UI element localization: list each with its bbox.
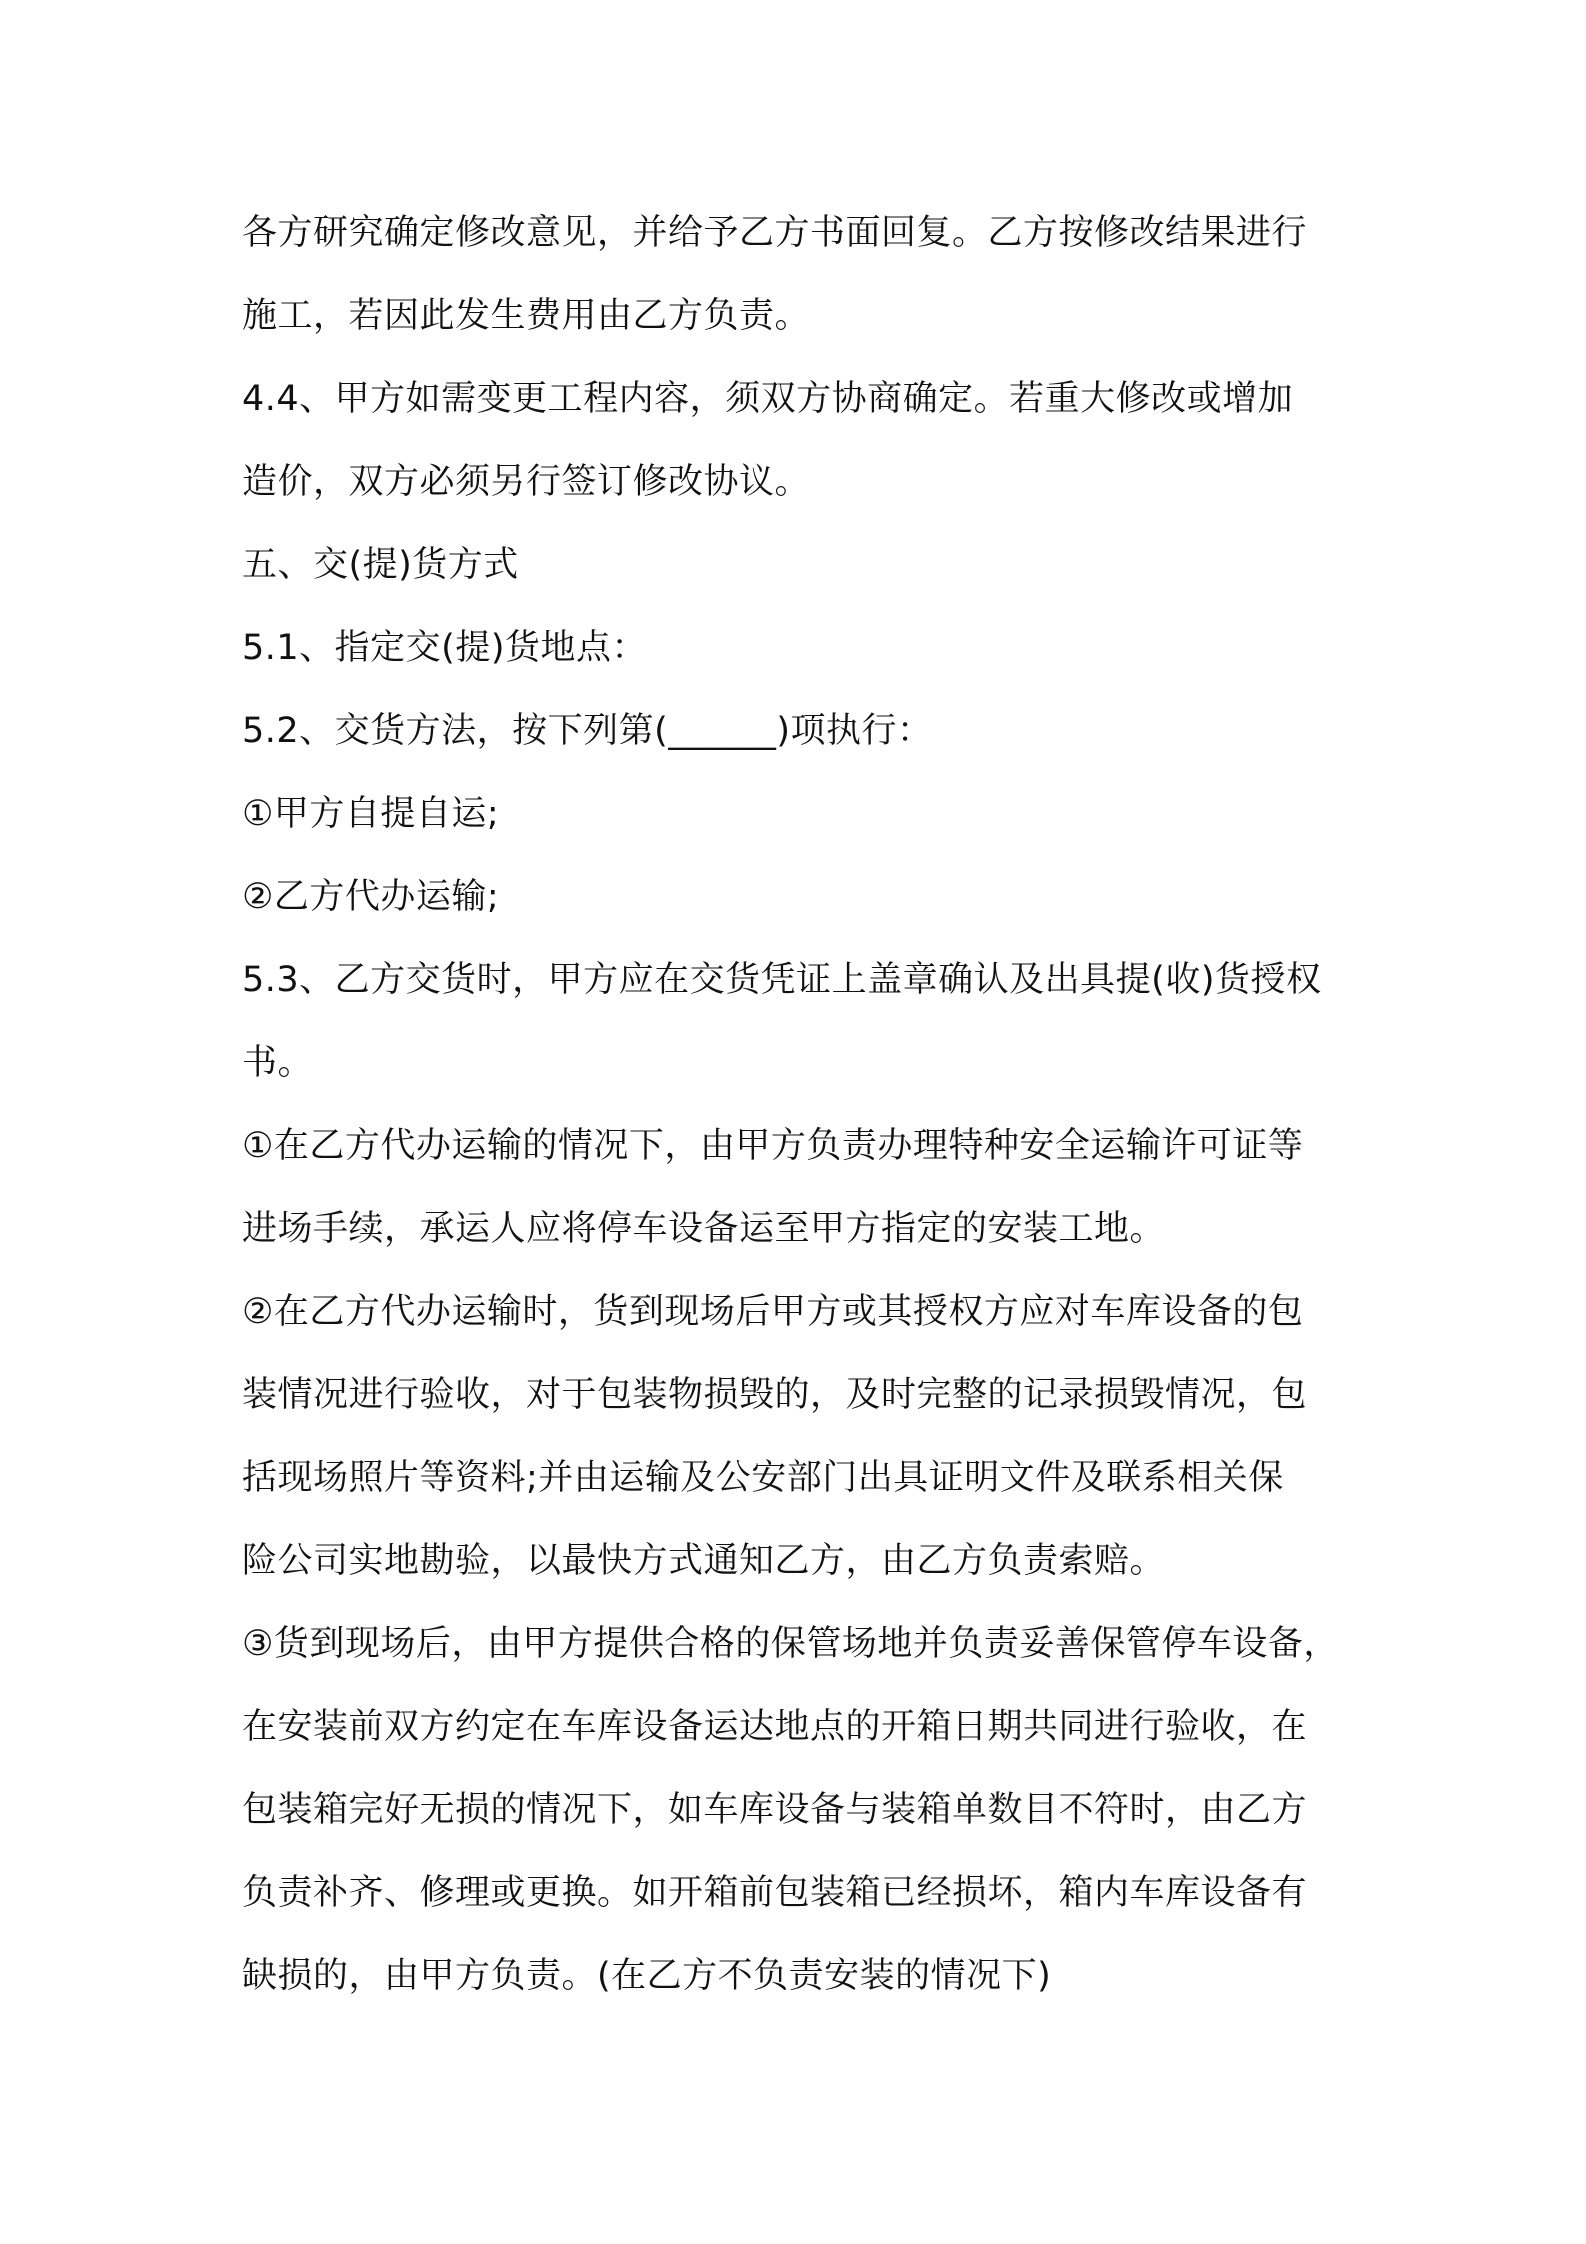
list-item: ②在乙方代办运输时，货到现场后甲方或其授权方应对车库设备的包: [242, 1292, 1304, 1332]
text-line: 负责补齐、修理或更换。如开箱前包装箱已经损坏，箱内车库设备有: [242, 1873, 1308, 1913]
text-line: 书。: [242, 1043, 314, 1083]
text-line: 造价，双方必须另行签订修改协议。: [242, 462, 811, 502]
section-heading: 五、交(提)货方式: [242, 545, 519, 585]
clause-5-1: 5.1、指定交(提)货地点：: [242, 628, 647, 668]
text-line: 各方研究确定修改意见，并给予乙方书面回复。乙方按修改结果进行: [242, 213, 1308, 253]
document-body: [242, 192, 1362, 2018]
clause-5-2: 5.2、交货方法，按下列第(______)项执行：: [242, 711, 933, 751]
text-line: 缺损的，由甲方负责。(在乙方不负责安装的情况下): [242, 1956, 1052, 1996]
text-line: 装情况进行验收，对于包装物损毁的，及时完整的记录损毁情况，包: [242, 1375, 1308, 1415]
text-line: 包装箱完好无损的情况下，如车库设备与装箱单数目不符时，由乙方: [242, 1790, 1308, 1830]
list-item: ①在乙方代办运输的情况下，由甲方负责办理特种安全运输许可证等: [242, 1126, 1304, 1166]
list-item: ③货到现场后，由甲方提供合格的保管场地并负责妥善保管停车设备，: [242, 1624, 1339, 1664]
text-line: 在安装前双方约定在车库设备运达地点的开箱日期共同进行验收，在: [242, 1707, 1308, 1747]
text-line: 括现场照片等资料;并由运输及公安部门出具证明文件及联系相关保: [242, 1458, 1284, 1498]
clause-5-3: 5.3、乙方交货时，甲方应在交货凭证上盖章确认及出具提(收)货授权: [242, 960, 1322, 1000]
clause-4-4: 4.4、甲方如需变更工程内容，须双方协商确定。若重大修改或增加: [242, 379, 1294, 419]
list-item: ②乙方代办运输;: [242, 877, 500, 917]
text-line: 施工，若因此发生费用由乙方负责。: [242, 296, 811, 336]
list-item: ①甲方自提自运;: [242, 794, 500, 834]
text-line: 险公司实地勘验，以最快方式通知乙方，由乙方负责索赔。: [242, 1541, 1166, 1581]
text-line: 进场手续，承运人应将停车设备运至甲方指定的安装工地。: [242, 1209, 1166, 1249]
